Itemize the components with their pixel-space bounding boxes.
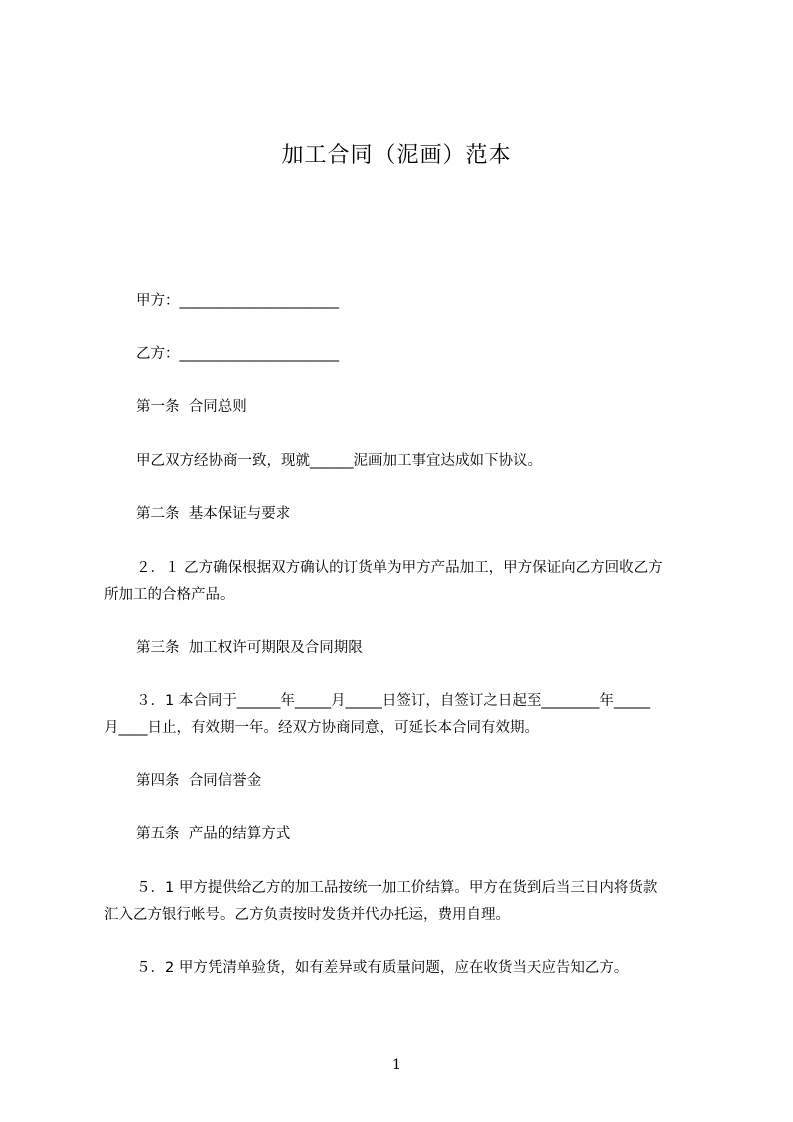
clause-2-1 — [104, 558, 704, 605]
clause-5-2-line: ５．2 甲方凭清单验货，如有差异或有质量问题，应在收货当天应告知乙方。 — [136, 960, 629, 976]
clause-5-1 — [104, 878, 704, 925]
party-a-line: 甲方：______________________ — [136, 293, 339, 309]
clause-3-1-line-1: ３．1 本合同于______年_____月_____日签订，自签订之日起至________年_____ — [136, 693, 651, 709]
document-title: 加工合同（泥画）范本 — [281, 143, 512, 168]
clause-3-1 — [104, 691, 704, 738]
clause-3-1-line-2: 月____日止，有效期一年。经双方协商同意，可延长本合同有效期。 — [104, 720, 539, 736]
article-4-heading: 第四条 合同信誉金 — [136, 773, 262, 789]
article-5-heading: 第五条 产品的结算方式 — [136, 826, 291, 842]
clause-5-1-line-2: 汇入乙方银行帐号。乙方负责按时发货并代办托运，费用自理。 — [104, 907, 510, 923]
clause-5-2 — [104, 958, 704, 978]
party-b-line: 乙方：______________________ — [136, 346, 339, 362]
article-1-text: 甲乙双方经协商一致，现就______泥画加工事宜达成如下协议。 — [136, 453, 542, 469]
article-3-heading: 第三条 加工权许可期限及合同期限 — [136, 640, 363, 656]
article-2-heading: 第二条 基本保证与要求 — [136, 506, 291, 522]
clause-2-1-line-1: ２．１ 乙方确保根据双方确认的订货单为甲方产品加工，甲方保证向乙方回收乙方 — [136, 560, 663, 576]
article-1-heading: 第一条 合同总则 — [136, 399, 247, 415]
clause-2-1-line-2: 所加工的合格产品。 — [104, 587, 235, 603]
clause-5-1-line-1: ５．1 甲方提供给乙方的加工品按统一加工价结算。甲方在货到后当三日内将货款 — [136, 880, 658, 896]
page-number: 1 — [392, 1057, 401, 1073]
